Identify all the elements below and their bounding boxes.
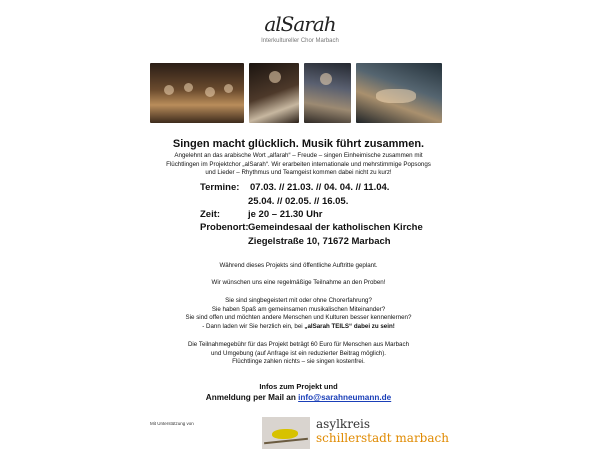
fee-text: Die Teilnahmegebühr für das Projekt beträgt 60 Euro für Menschen aus Marbach und Umgebung (auf Anfrage ist ein reduzierter Beitrag möglich). Flüchtlinge zahlen nichts – sie singen kostenfrei. xyxy=(187,341,410,365)
asylkreis-location: schillerstadt marbach xyxy=(316,431,449,445)
contact-info-line: Infos zum Projekt und xyxy=(259,382,338,391)
logo-wordmark: alSarah xyxy=(264,12,336,36)
registration-line: Anmeldung per Mail an info@sarahneumann.de xyxy=(205,393,392,402)
termine-dates-1: 07.03. // 21.03. // 04. 04. // 11.04. xyxy=(250,182,390,193)
asylkreis-name: asylkreis xyxy=(316,417,371,431)
public-performances-text: Während dieses Projekts sind öffentliche Auftritte geplant. xyxy=(219,262,378,269)
termine-label: Termine: xyxy=(200,182,240,193)
guitar-photo xyxy=(304,63,351,123)
logo-subtitle: Interkultureller Chor Marbach xyxy=(261,38,339,44)
choir-photo xyxy=(150,63,244,123)
probenort-line-1: Gemeindesaal der katholischen Kirche xyxy=(248,222,423,233)
probenort-label: Probenort: xyxy=(200,222,249,233)
probenort-line-2: Ziegelstraße 10, 71672 Marbach xyxy=(248,236,391,247)
project-name: „alSarah TEILS“ dabei zu sein! xyxy=(304,322,395,330)
termine-dates-2: 25.04. // 02.05. // 16.05. xyxy=(248,196,349,207)
intro-text: Angelehnt an das arabische Wort „alfarah“ – Freude – singen Einheimische zusammen mit Flüchtlingen im Projektchor „alSarah“. Wir erarbeiten internationale und mehrstimmige Popsongs und Lieder – Rhythmus und Teamgeist kommen dabei nicht zu kurz! xyxy=(166,152,431,176)
hands-photo xyxy=(356,63,442,123)
email-link[interactable]: info@sarahneumann.de xyxy=(298,393,392,402)
invitation-text: Sie sind singbegeistert mit oder ohne Chorerfahrung? Sie haben Spaß am gemeinsamen musikalischen Miteinander? Sie sind offen und möchten andere Menschen und Kulturen besser kennenlernen? - Dann laden wir Sie herzlich ein, bei „alSarah TEILS“ dabei zu sein! xyxy=(185,297,412,330)
headline: Singen macht glücklich. Musik führt zusammen. xyxy=(172,138,425,150)
support-label: Mit Unterstützung von xyxy=(150,421,194,426)
zeit-label: Zeit: xyxy=(200,209,221,220)
bird-logo-image xyxy=(262,417,310,449)
zeit-value: je 20 – 21.30 Uhr xyxy=(248,209,323,220)
piano-photo xyxy=(249,63,299,123)
regular-attendance-text: Wir wünschen uns eine regelmäßige Teilnahme an den Proben! xyxy=(211,279,386,286)
